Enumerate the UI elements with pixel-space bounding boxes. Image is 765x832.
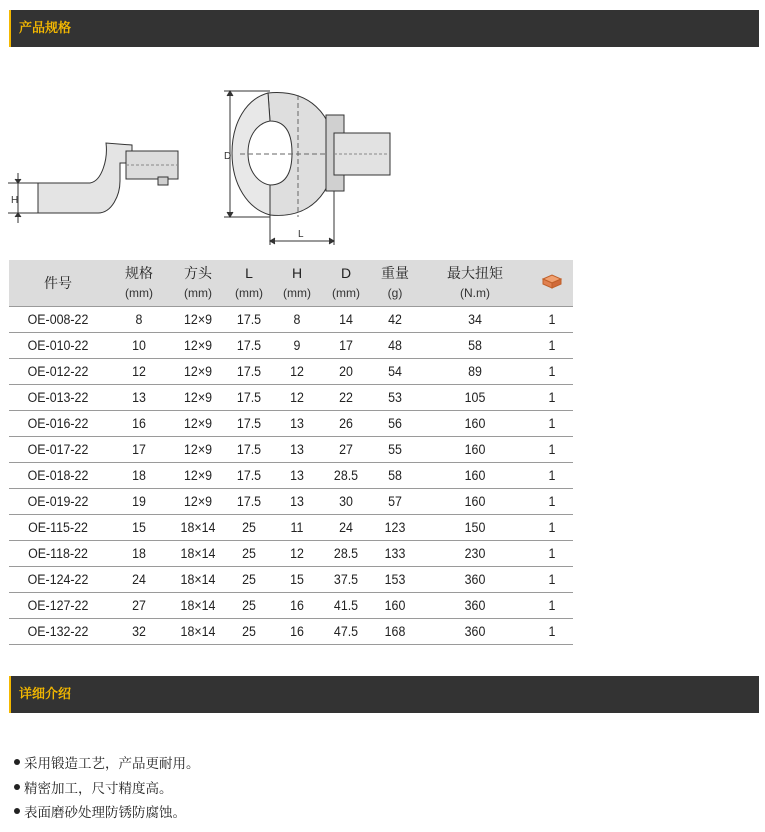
table-row [9, 515, 573, 541]
table-cell: 34 [423, 307, 526, 333]
table-cell: 24 [110, 567, 169, 593]
table-cell: 1 [533, 489, 572, 515]
column-header-unit: (N.m) [460, 286, 490, 300]
table-row [9, 385, 573, 411]
table-cell: 54 [373, 359, 417, 385]
table-cell: 160 [423, 489, 526, 515]
table-cell: 28.5 [323, 541, 369, 567]
table-cell: 18×14 [173, 541, 223, 567]
table-cell: 360 [423, 619, 526, 645]
table-body [9, 307, 573, 645]
table-cell: 20 [323, 359, 369, 385]
table-cell: 17.5 [227, 489, 271, 515]
table-row [9, 541, 573, 567]
table-cell: 1 [533, 463, 572, 489]
column-header [419, 260, 531, 307]
table-cell: 17.5 [227, 359, 271, 385]
table-row [9, 411, 573, 437]
column-header-label: L [245, 265, 253, 281]
table-cell: 13 [110, 385, 169, 411]
column-header-label: 方头 [184, 265, 212, 281]
column-header-unit: (mm) [332, 286, 360, 300]
table-cell: OE-019-22 [13, 489, 103, 515]
table-cell: 12 [275, 541, 319, 567]
table-cell: OE-010-22 [13, 333, 103, 359]
table-cell: 17 [110, 437, 169, 463]
table-cell: 27 [110, 593, 169, 619]
table-cell: 150 [423, 515, 526, 541]
table-row [9, 593, 573, 619]
table-cell: 89 [423, 359, 526, 385]
table-cell: 56 [373, 411, 417, 437]
table-cell: 1 [533, 515, 572, 541]
table-cell: 13 [275, 411, 319, 437]
column-header [9, 260, 107, 307]
table-cell: 17.5 [227, 333, 271, 359]
table-cell: 360 [423, 593, 526, 619]
table-cell: 26 [323, 411, 369, 437]
header-accent-strip [9, 10, 11, 47]
table-cell: 12×9 [173, 307, 223, 333]
table-row [9, 359, 573, 385]
table-cell: 32 [110, 619, 169, 645]
specs-section-title: 产品规格 [19, 21, 72, 36]
table-cell: 24 [323, 515, 369, 541]
table-cell: 12×9 [173, 385, 223, 411]
table-cell: OE-115-22 [13, 515, 103, 541]
table-row [9, 489, 573, 515]
table-cell: 25 [227, 619, 271, 645]
table-cell: 9 [275, 333, 319, 359]
column-header-unit: (mm) [283, 286, 311, 300]
table-cell: 18×14 [173, 515, 223, 541]
table-cell: 1 [533, 359, 572, 385]
table-cell: 12×9 [173, 333, 223, 359]
table-cell: 18×14 [173, 593, 223, 619]
details-section-header [9, 676, 759, 713]
feature-text: 精密加工，尺寸精度高。 [24, 780, 173, 797]
table-cell: 15 [110, 515, 169, 541]
table-cell: 18×14 [173, 619, 223, 645]
table-row [9, 463, 573, 489]
table-cell: 8 [110, 307, 169, 333]
table-cell: 1 [533, 385, 572, 411]
feature-text: 采用锻造工艺，产品更耐用。 [24, 756, 200, 772]
side-view-drawing [38, 143, 178, 213]
table-cell: 22 [323, 385, 369, 411]
table-cell: OE-013-22 [13, 385, 103, 411]
front-view-drawing [232, 93, 390, 217]
table-cell: 14 [323, 307, 369, 333]
table-cell: 57 [373, 489, 417, 515]
table-cell: 1 [533, 541, 572, 567]
details-section-title: 详细介绍 [19, 687, 72, 702]
table-cell: 1 [533, 593, 572, 619]
bullet-icon [14, 808, 20, 814]
table-cell: 15 [275, 567, 319, 593]
header-accent-strip [9, 676, 11, 713]
table-cell: 12×9 [173, 437, 223, 463]
d-label: D [224, 151, 232, 162]
table-cell: 1 [533, 411, 572, 437]
column-header-label: D [340, 265, 352, 281]
table-cell: 58 [373, 463, 417, 489]
table-cell: OE-132-22 [13, 619, 103, 645]
table-cell: 25 [227, 567, 271, 593]
feature-item [14, 777, 200, 802]
table-cell: 8 [275, 307, 319, 333]
table-cell: 16 [275, 619, 319, 645]
table-cell: 1 [533, 333, 572, 359]
table-cell: 1 [533, 567, 572, 593]
table-cell: 55 [373, 437, 417, 463]
table-cell: 12×9 [173, 411, 223, 437]
table-cell: OE-017-22 [13, 437, 103, 463]
table-cell: 160 [423, 463, 526, 489]
column-header-unit: (mm) [125, 286, 153, 300]
table-cell: 13 [275, 463, 319, 489]
table-cell: 53 [373, 385, 417, 411]
table-cell: 13 [275, 489, 319, 515]
table-cell: 48 [373, 333, 417, 359]
table-cell: 17.5 [227, 463, 271, 489]
table-cell: 17.5 [227, 385, 271, 411]
feature-item [14, 801, 200, 826]
bullet-icon [14, 759, 20, 765]
table-cell: 360 [423, 567, 526, 593]
column-header [171, 260, 225, 307]
table-header-row [9, 260, 573, 307]
table-row [9, 307, 573, 333]
table-cell: 133 [373, 541, 417, 567]
table-cell: 25 [227, 515, 271, 541]
table-cell: OE-018-22 [13, 463, 103, 489]
table-cell: 11 [275, 515, 319, 541]
specs-section-header [9, 10, 759, 47]
feature-item [14, 752, 200, 777]
table-cell: 13 [275, 437, 319, 463]
table-cell: 153 [373, 567, 417, 593]
table-cell: 18×14 [173, 567, 223, 593]
table-cell: 1 [533, 307, 572, 333]
table-cell: 12×9 [173, 463, 223, 489]
table-cell: 16 [110, 411, 169, 437]
table-cell: OE-124-22 [13, 567, 103, 593]
table-cell: OE-008-22 [13, 307, 103, 333]
column-header-unit: (mm) [235, 286, 263, 300]
table-cell: 168 [373, 619, 417, 645]
table-cell: 42 [373, 307, 417, 333]
table-cell: 160 [423, 411, 526, 437]
table-row [9, 619, 573, 645]
table-cell: 27 [323, 437, 369, 463]
feature-list [14, 752, 200, 826]
feature-text: 表面磨砂处理防锈防腐蚀。 [24, 805, 186, 821]
table-cell: OE-118-22 [13, 541, 103, 567]
column-header-unit: (mm) [184, 286, 212, 300]
table-cell: 25 [227, 593, 271, 619]
table-cell: 16 [275, 593, 319, 619]
table-cell: 17.5 [227, 411, 271, 437]
table-row [9, 333, 573, 359]
table-cell: 12 [275, 385, 319, 411]
wrench-head-diagram [8, 85, 408, 255]
column-header-label: 件号 [44, 275, 72, 291]
table-cell: 41.5 [323, 593, 369, 619]
spec-table [9, 260, 573, 645]
column-header [371, 260, 419, 307]
table-cell: 160 [423, 437, 526, 463]
table-cell: 28.5 [323, 463, 369, 489]
column-header [273, 260, 321, 307]
table-cell: 18 [110, 541, 169, 567]
table-cell: 17 [323, 333, 369, 359]
table-cell: OE-016-22 [13, 411, 103, 437]
table-row [9, 437, 573, 463]
column-header-label: 规格 [125, 265, 153, 281]
column-header-label: H [291, 265, 303, 281]
h-label: H [11, 195, 19, 206]
column-header [107, 260, 171, 307]
table-cell: 160 [373, 593, 417, 619]
column-header [321, 260, 371, 307]
table-cell: 1 [533, 437, 572, 463]
column-header [531, 260, 573, 307]
table-cell: 18 [110, 463, 169, 489]
column-header-unit: (g) [387, 286, 403, 300]
table-row [9, 567, 573, 593]
table-cell: 12×9 [173, 489, 223, 515]
table-cell: 25 [227, 541, 271, 567]
column-header [225, 260, 273, 307]
table-cell: 1 [533, 619, 572, 645]
table-cell: 12 [275, 359, 319, 385]
bullet-icon [14, 784, 20, 790]
table-cell: 58 [423, 333, 526, 359]
table-cell: 17.5 [227, 307, 271, 333]
table-cell: 12 [110, 359, 169, 385]
table-cell: 105 [423, 385, 526, 411]
column-header-label: 重量 [381, 265, 409, 281]
l-label: L [298, 229, 304, 240]
table-cell: 19 [110, 489, 169, 515]
column-header-label: 最大扭矩 [447, 265, 503, 281]
table-cell: 37.5 [323, 567, 369, 593]
table-cell: 47.5 [323, 619, 369, 645]
table-cell: 230 [423, 541, 526, 567]
table-cell: 10 [110, 333, 169, 359]
table-cell: 12×9 [173, 359, 223, 385]
table-cell: 17.5 [227, 437, 271, 463]
table-cell: OE-127-22 [13, 593, 103, 619]
table-cell: 123 [373, 515, 417, 541]
table-cell: 30 [323, 489, 369, 515]
package-box-icon [541, 273, 563, 294]
table-cell: OE-012-22 [13, 359, 103, 385]
